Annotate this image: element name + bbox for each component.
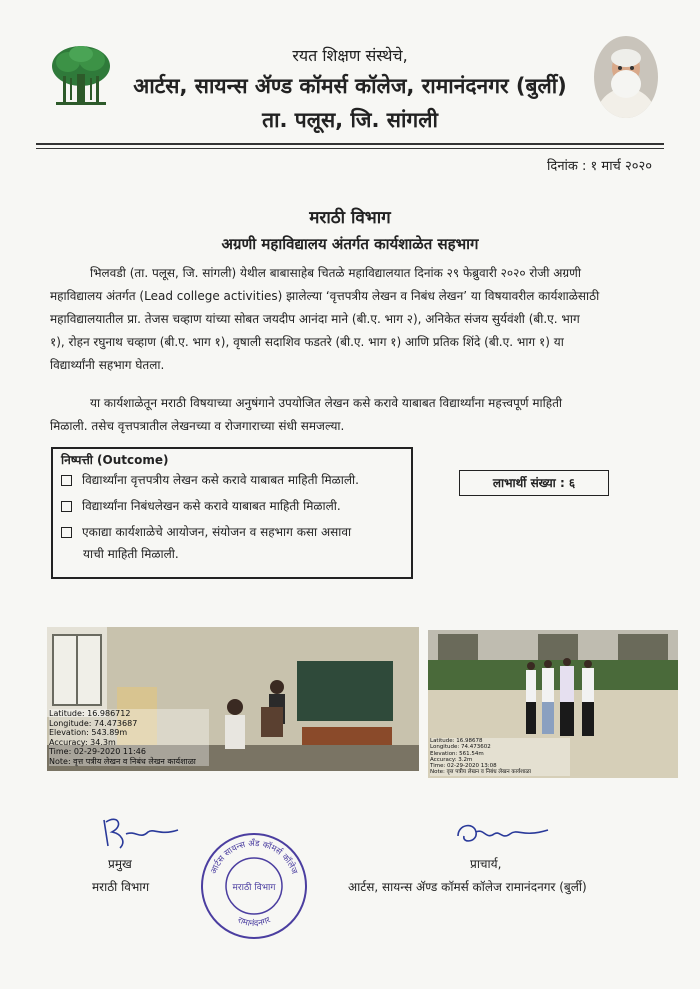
- paragraph-line: महाविद्यालयातील प्रा. तेजस चव्हाण यांच्या सोबत जयदीप आनंदा माने (बी.ए. भाग २), अनिकेत संजय सुर्यवंशी (बी.ए. भाग: [50, 312, 580, 326]
- workshop-photo-outdoor: [428, 630, 678, 778]
- paragraph-1: [50, 262, 664, 377]
- stamp-ring-text: आर्टस सायन्स अँड कॉमर्स कॉलेज: [208, 838, 299, 876]
- outcome-item: एकाद्या कार्यशाळेचे आयोजन, संयोजन व सहभाग कसा असावा: [61, 521, 401, 543]
- principal-college: आर्टस, सायन्स ॲण्ड कॉमर्स कॉलेज रामानंदनगर (बुर्ली): [348, 880, 587, 894]
- college-place: ता. पलूस, जि. सांगली: [262, 108, 438, 132]
- outcome-item-continuation: याची माहिती मिळाली.: [83, 547, 179, 561]
- principal-signature: [452, 818, 552, 852]
- geo-line: Elevation: 543.89m: [49, 728, 128, 737]
- geo-line: Longitude: 74.473687: [49, 718, 138, 728]
- stamp-center-text: मराठी विभाग: [232, 883, 276, 893]
- outcome-box: [51, 447, 413, 579]
- workshop-photo-hall: [47, 627, 419, 771]
- paragraph-line: १), रोहन रघुनाथ चव्हाण (बी.ए. भाग १), वृषाली सदाशिव फडतरे (बी.ए. भाग १) आणि प्रतिक शिंदे (बी.ए. भाग १) या: [50, 335, 564, 349]
- geo-line: Note: वृत्त पत्रीय लेखन व निबंध लेखन कार्यशाळा: [430, 769, 531, 776]
- date: दिनांक : १ मार्च २०२०: [547, 159, 652, 174]
- geo-line: Latitude: 16.98678: [430, 738, 483, 744]
- department-title: मराठी विभाग: [309, 208, 391, 228]
- paragraph-line: मिळाली. तसेच वृत्तपत्रातील लेखनच्या व रोजगाराच्या संधी समजल्या.: [50, 419, 345, 433]
- geo-line: Accuracy: 34.3m: [49, 737, 116, 747]
- hod-signature: [96, 812, 186, 854]
- geo-line: Latitude: 16.986712: [49, 709, 131, 718]
- header-divider: [36, 143, 664, 145]
- header-divider-thin: [36, 148, 664, 149]
- paragraph-line: या कार्यशाळेतून मराठी विषयाच्या अनुषंगाने उपयोजित लेखन कसे करावे याबाबत विद्यार्थ्यांना महत्त्वपूर्ण माहिती: [90, 396, 563, 410]
- beneficiary-count: लाभार्थी संख्या : ६: [459, 470, 609, 496]
- paragraph-line: विद्यार्थ्यांनी सहभाग घेतला.: [50, 358, 165, 372]
- founder-portrait: [594, 36, 658, 118]
- geo-line: Time: 02-29-2020 13:08: [430, 763, 497, 770]
- checkbox-icon: [61, 501, 72, 512]
- geo-line: Longitude: 74.473602: [430, 744, 491, 751]
- paragraph-line: भिलवडी (ता. पलूस, जि. सांगली) येथील बाबासाहेब चितळे महाविद्यालयात दिनांक २९ फेब्रुवारी २०२० रोजी अग्रणी: [90, 266, 581, 280]
- outcome-title: निष्पत्ती (Outcome): [61, 453, 169, 467]
- svg-text:रामानंदनगर: [236, 915, 273, 929]
- outcome-item: विद्यार्थ्यांना वृत्तपत्रीय लेखन कसे करावे याबाबत माहिती मिळाली.: [61, 469, 401, 491]
- geo-line: Time: 02-29-2020 11:46: [49, 747, 146, 756]
- stamp-bottom-text: रामानंदनगर: [235, 915, 273, 930]
- paragraph-2: [50, 392, 664, 438]
- society-name: रयत शिक्षण संस्थेचे,: [292, 46, 408, 65]
- subject-title: अग्रणी महाविद्यालय अंतर्गत कार्यशाळेत सहभाग: [221, 235, 479, 253]
- paragraph-line: महाविद्यालय अंतर्गत (Lead college activities) झालेल्या ‘वृत्तपत्रीय लेखन व निबंध लेखन’ या विषयावरील कार्यशाळेसाठी: [50, 289, 600, 303]
- hod-department: मराठी विभाग: [92, 880, 150, 894]
- geo-line: Accuracy: 3.2m: [430, 756, 473, 763]
- principal-title: प्राचार्य,: [470, 857, 502, 871]
- checkbox-icon: [61, 475, 72, 486]
- geo-line: Elevation: 561.54m: [430, 750, 484, 757]
- geo-tag: [49, 709, 209, 766]
- geo-tag: [430, 738, 570, 776]
- banyan-tree-logo: [50, 44, 112, 110]
- checkbox-icon: [61, 527, 72, 538]
- geo-line: Note: वृत्त पत्रीय लेखन व निबंध लेखन कार्यशाळा: [49, 756, 196, 766]
- hod-title: प्रमुख: [108, 857, 132, 871]
- outcome-item: विद्यार्थ्यांना निबंधलेखन कसे करावे याबाबत माहिती मिळाली.: [61, 495, 401, 517]
- department-stamp: [198, 830, 310, 942]
- college-name: आर्टस, सायन्स ॲण्ड कॉमर्स कॉलेज, रामानंदनगर (बुर्ली): [133, 74, 567, 98]
